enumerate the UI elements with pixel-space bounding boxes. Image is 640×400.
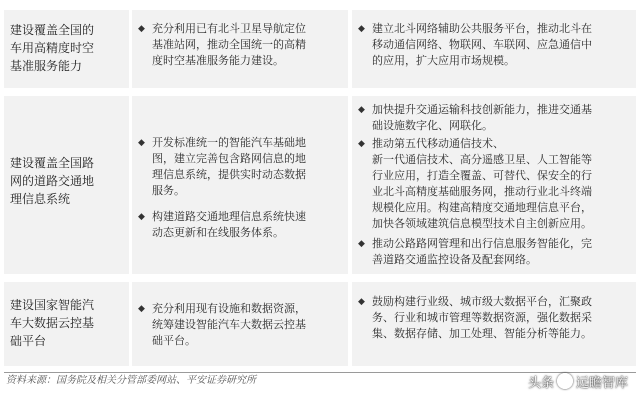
list-item: ◆ 建立北斗网络辅助公共服务平台，推动北斗在 移动通信网络、物联网、车联网、应急通信中 的应用，扩大应用市场规模。 [358,22,592,67]
list-item: ◆ 推动第五代移动通信技术、 新一代通信技术、高分遥感卫星、人工智能等 行业应用，打造全覆盖、可替代、保安全的行 业北斗高精度基础服务网，推动行业北斗终端 规模化应用。构建高精度交通地理信息平台， 加快各领域建筑信息模型技术自主创新应用。 [358,137,592,230]
measures-cell [132,96,348,274]
measures-cell [132,282,348,366]
list-item: ◆ 充分利用已有北斗卫星导航定位 基准站网，推动全国统一的高精 度时空基准服务能力建设。 [138,22,306,67]
diamond-bullet-icon: ◆ [138,24,145,34]
table-row [4,278,636,370]
diamond-bullet-icon: ◆ [358,297,365,307]
policy-table [4,6,636,370]
table-row [4,6,636,92]
watermark-name: 远瞻智库 [575,375,628,391]
diamond-bullet-icon: ◆ [358,239,365,249]
category-cell [4,282,129,366]
watermark [528,370,628,392]
list-item: ◆ 鼓励构建行业级、城市级大数据平台，汇聚政 务、行业和城市管理等数据资源，强化数据采 集、数据存储、加工处理、智能分析等能力。 [358,295,592,340]
diamond-bullet-icon: ◆ [358,24,365,34]
targets-cell [352,96,636,274]
category-label: 建设国家智能汽 车大数据云控基 础平台 [10,298,95,348]
diamond-bullet-icon: ◆ [138,304,145,314]
watermark-logo-icon [557,373,573,389]
diamond-bullet-icon: ◆ [138,138,145,148]
list-item: ◆ 充分利用现有设施和数据资源， 统筹建设智能汽车大数据云控基 础平台。 [138,302,306,347]
category-cell [4,10,129,88]
list-item: ◆ 开发标准统一的智能汽车基础地 图，建立完善包含路网信息的地 理信息系统，提供实时动态数据 服务。 [138,136,306,197]
source-note: 资料来源：国务院及相关分管部委网站、平安证券研究所 [6,375,256,386]
diamond-bullet-icon: ◆ [358,105,365,115]
category-label: 建设覆盖全国的 车用高精度时空 基准服务能力 [10,23,95,73]
watermark-prefix: 头条 [527,375,554,391]
targets-cell [352,10,636,88]
table-row [4,92,636,278]
list-item: ◆ 构建道路交通地理信息系统快速 动态更新和在线服务体系。 [138,210,306,239]
category-label: 建设覆盖全国路 网的道路交通地 理信息系统 [10,156,95,206]
diamond-bullet-icon: ◆ [138,212,145,222]
category-cell [4,96,129,274]
list-item: ◆ 推动公路路网管理和出行信息服务智能化，完 善道路交通监控设备及配套网络。 [358,237,592,266]
measures-cell [132,10,348,88]
diamond-bullet-icon: ◆ [358,139,365,149]
list-item: ◆ 加快提升交通运输科技创新能力，推进交通基 础设施数字化、网联化。 [358,103,592,132]
targets-cell [352,282,636,366]
